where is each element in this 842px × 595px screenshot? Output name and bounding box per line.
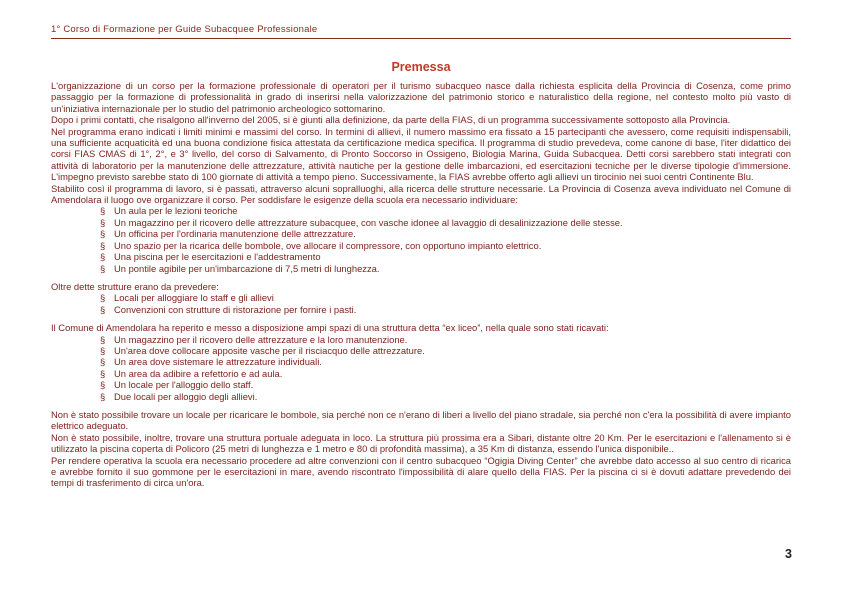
- bullet-list: [51, 292, 791, 315]
- list-item-text: Due locali per alloggio degli allievi.: [114, 390, 258, 402]
- bullet-icon: §: [100, 239, 106, 251]
- bullet-icon: §: [100, 262, 106, 274]
- list-item-text: Un'area dove collocare apposite vasche per il risciacquo delle attrezzature.: [114, 344, 425, 356]
- bullet-icon: §: [100, 228, 106, 240]
- list-item: [51, 304, 791, 315]
- list-item: [51, 251, 791, 262]
- list-item-text: Una piscina per le esercitazioni e l'addestramento: [114, 251, 321, 263]
- document-content: [51, 80, 791, 489]
- paragraph: Oltre dette strutture erano da prevedere:: [51, 280, 219, 292]
- page-title: Premessa: [391, 60, 451, 74]
- list-item: [51, 356, 791, 367]
- bullet-icon: §: [100, 216, 106, 228]
- list-item: [51, 217, 791, 228]
- list-item: [51, 368, 791, 379]
- list-item-text: Un area da adibire a refettorio e ad aula.: [114, 367, 283, 379]
- header-title: 1° Corso di Formazione per Guide Subacquee Professionale: [51, 24, 318, 35]
- list-item-text: Un aula per le lezioni teoriche: [114, 205, 238, 217]
- paragraph: Per rendere operativa la scuola era necessario procedere ad altre convenzioni con il centro subacqueo “Ogigia Diving Center” che avrebbe dato accesso al suo centro di ricarica e avrebbe fornito il suo gommone per le esercitazioni in mare, avendo riscontrato l'impossibilità di alare quello della FIAS. Per la piscina ci si è dovuti adattare prevedendo dei tempi di trasferimento di circa un'ora.: [51, 454, 791, 489]
- bullet-icon: §: [100, 205, 106, 217]
- bullet-icon: §: [100, 303, 106, 315]
- bullet-icon: §: [100, 333, 106, 345]
- page-number: 3: [785, 547, 792, 561]
- bullet-icon: §: [100, 251, 106, 263]
- list-item-text: Un area dove sistemare le attrezzature individuali.: [114, 356, 322, 368]
- paragraph: L'organizzazione di un corso per la formazione professionale di operatori per il turismo subacqueo nasce dalla richiesta esplicita della Provincia di Cosenza, come primo passaggio per la formazione di professionalità in grado di inserirsi nella valorizzazione del patrimonio storico e naturalistico della regione, nel contesto molto più vasto di un'iniziativa internazionale per lo studio del patrimonio archeologico sottomarino.: [51, 80, 791, 114]
- list-item-text: Uno spazio per la ricarica delle bombole, ove allocare il compressore, con opportuno impianto elettrico.: [114, 239, 542, 251]
- list-item: [51, 391, 791, 402]
- bullet-icon: §: [100, 367, 106, 379]
- bullet-icon: §: [100, 379, 106, 391]
- paragraph: Dopo i primi contatti, che risalgono all'inverno del 2005, si è giunti alla definizione, da parte della FIAS, di un programma successivamente sottoposto alla Provincia.: [51, 114, 731, 126]
- list-item-text: Un magazzino per il ricovero delle attrezzature subacquee, con vasche idonee al lavaggio di desalinizzazione delle stesse.: [114, 216, 623, 228]
- paragraph: Stabilito così il programma di lavoro, si è passati, attraverso alcuni sopralluoghi, alla ricerca delle strutture necessarie. La Provincia di Cosenza aveva individuato nel Comune di Amendolara il luogo ove organizzare il corso. Per soddisfare le esigenze della scuola era necessario individuare:: [51, 182, 791, 206]
- list-item: [51, 263, 791, 274]
- list-item-text: Un pontile agibile per un'imbarcazione di 7,5 metri di lunghezza.: [114, 262, 380, 274]
- list-item: [51, 240, 791, 251]
- list-item: [51, 345, 791, 356]
- list-item-text: Un magazzino per il ricovero delle attrezzature e la loro manutenzione.: [114, 333, 408, 345]
- bullet-list: [51, 334, 791, 402]
- bullet-icon: §: [100, 292, 106, 304]
- list-item-text: Un locale per l'alloggio dello staff.: [114, 379, 254, 391]
- list-item: [51, 205, 791, 216]
- list-item: [51, 334, 791, 345]
- list-item: [51, 228, 791, 239]
- page-header: [51, 24, 791, 39]
- paragraph: Non è stato possibile trovare un locale per ricaricare le bombole, sia perché non ce n'erano di liberi a livello del piano stradale, sia perché non c'era la possibilità di avere impianto elettrico adeguato.: [51, 408, 791, 432]
- paragraph: Il Comune di Amendolara ha reperito e messo a disposizione ampi spazi di una struttura detta “ex liceo”, nella quale sono stati ricavati:: [51, 322, 609, 334]
- list-item: [51, 379, 791, 390]
- list-item-text: Un officina per l'ordinaria manutenzione delle attrezzature.: [114, 228, 356, 240]
- paragraph: Nel programma erano indicati i limiti minimi e massimi del corso. In termini di allievi, il numero massimo era fissato a 15 partecipanti che avessero, come requisiti indispensabili, una sufficiente acquaticità ed una buona condizione fisica attestata da certificazione medica specifica. Il programma di studio prevedeva, come canone di base, l'iter didattico dei corsi FIAS CMAS di 1°, 2°, e 3° livello, del corso di Salvamento, di Pronto Soccorso in Ossigeno, Biologia Marina, Guida Subacquea. Detti corsi sarebbero stati integrati con attività di laboratorio per la manutenzione delle attrezzature, attività nautiche per la gestione delle imbarcazioni, ed esercitazioni tecniche per le diverse tipologie d'immersione. L'impegno previsto sarebbe stato di 100 giornate di attività a tempo pieno. Successivamente, la FIAS avrebbe offerto agli allievi un tirocinio nei suoi centri Continente Blu.: [51, 125, 791, 183]
- bullet-icon: §: [100, 356, 106, 368]
- paragraph: Non è stato possibile, inoltre, trovare una struttura portuale adeguata in loco. La struttura più prossima era a Sibari, distante oltre 20 Km. Per le esercitazioni e l'allenamento si è utilizzato la piscina coperta di Policoro (25 metri di lunghezza e 1 metro e 80 di profondità massima), a 35 Km di distanza, essendo l'unica disponibile..: [51, 431, 791, 455]
- bullet-icon: §: [100, 390, 106, 402]
- list-item-text: Convenzioni con strutture di ristorazione per fornire i pasti.: [114, 303, 357, 315]
- list-item-text: Locali per alloggiare lo staff e gli allievi: [114, 292, 274, 304]
- bullet-list: [51, 205, 791, 273]
- bullet-icon: §: [100, 344, 106, 356]
- list-item: [51, 292, 791, 303]
